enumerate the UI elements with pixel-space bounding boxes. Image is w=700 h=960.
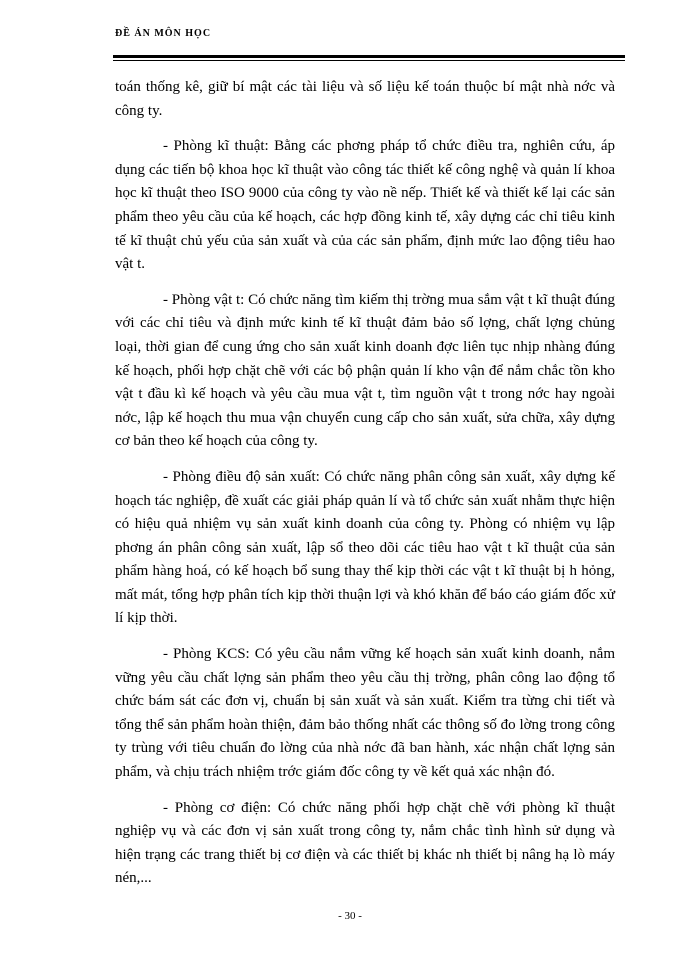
paragraph-electromechanical-department: - Phòng cơ điện: Có chức năng phối hợp chặt chẽ với phòng kĩ thuật nghiệp vụ và các đơn vị sản xuất trong công ty, nắm chắc tình hình sử dụng và hiện trạng các trang thiết bị cơ điện và các thiết bị khác nh thiết bị nâng hạ lò máy nén,... bbox=[115, 799, 615, 887]
document-body bbox=[115, 76, 615, 903]
paragraph-production-scheduling: - Phòng điều độ sản xuất: Có chức năng phân công sản xuất, xây dựng kế hoạch tác nghiệp, đề xuất các giải pháp quản lí và tổ chức sản xuất nhằm thực hiện có hiệu quả nhiệm vụ sản xuất kinh doanh của công ty. Phòng có nhiệm vụ lập phơng án phân công sản xuất, lập sổ theo dõi các tiêu hao vật t kĩ thuật của sản phẩm hàng hoá, có kế hoạch bổ sung thay thế kịp thời các vật t kĩ thuật bị h hỏng, mất mát, tổng hợp phân tích kịp thời thuận lợi và khó khăn để báo cáo giám đốc xử lí kịp thời. bbox=[115, 468, 615, 627]
page-number: - 30 - bbox=[338, 910, 362, 922]
paragraph-continuation: toán thống kê, giữ bí mật các tài liệu và số liệu kế toán thuộc bí mật nhà nớc và công ty. bbox=[115, 79, 615, 119]
header-rule-thick bbox=[113, 55, 625, 58]
paragraph-materials-department: - Phòng vật t: Có chức năng tìm kiếm thị trờng mua sắm vật t kĩ thuật đúng với các chỉ tiêu và định mức kinh tế kĩ thuật đảm bảo số lợng, chất lợng chủng loại, thời gian để cung ứng cho sản xuất kinh doanh đợc liên tục nhịp nhàng đúng kế hoạch, phối hợp chặt chẽ với các bộ phận quản lí kho vận để nắm chắc tồn kho vật t đầu kì kế hoạch và yêu cầu mua vật t, tìm nguồn vật t trong nớc hay ngoài nớc, lập kế hoạch thu mua vận chuyển cung cấp cho sản xuất, sửa chữa, xây dựng cơ bản theo kế hoạch của công ty. bbox=[115, 291, 615, 450]
page-header-title: ĐỀ ÁN MÔN HỌC bbox=[115, 28, 212, 39]
paragraph-technical-department: - Phòng kĩ thuật: Bằng các phơng pháp tổ chức điều tra, nghiên cứu, áp dụng các tiến bộ khoa học kĩ thuật vào công tác thiết kế công nghệ và quản lí khoa học kĩ thuật theo ISO 9000 của công ty vào nề nếp. Thiết kế và thiết kế lại các sản phẩm theo yêu cầu của kế hoạch, các hợp đồng kinh tế, xây dựng các chỉ tiêu kinh tế kĩ thuật chủ yếu của sản xuất và của các sản phẩm, định mức lao động tiêu hao vật t. bbox=[115, 138, 615, 273]
header-rule-thin bbox=[113, 60, 625, 61]
paragraph-kcs-department: - Phòng KCS: Có yêu cầu nắm vững kế hoạch sản xuất kinh doanh, nắm vững yêu cầu chất lợng sản phẩm theo yêu cầu thị trờng, phân công lao động tổ chức bám sát các đơn vị, chuẩn bị sản xuất và sản xuất. Kiểm tra từng chi tiết và tổng thể sản phẩm hoàn thiện, đảm bảo thống nhất các thông số đo lờng trong công ty trùng với tiêu chuẩn đo lờng của nhà nớc đã ban hành, xác nhận chất lợng sản phẩm, và chịu trách nhiệm trớc giám đốc công ty về kết quả xác nhận đó. bbox=[115, 646, 615, 781]
